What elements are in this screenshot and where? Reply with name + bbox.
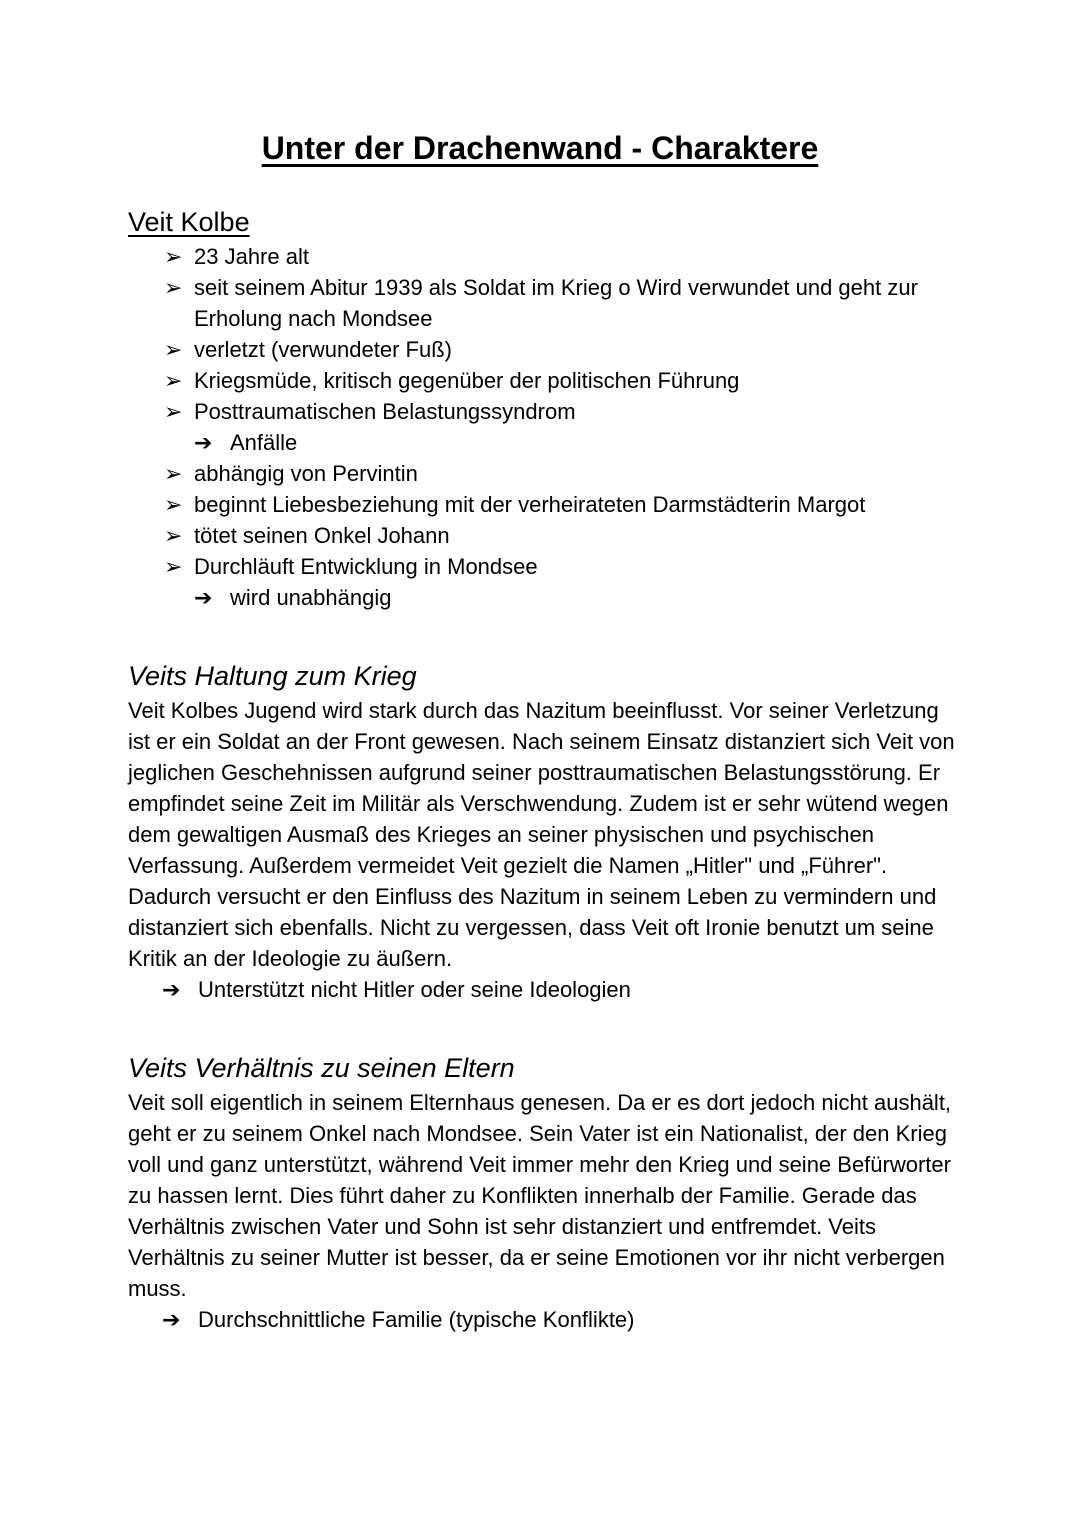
arrowhead-bullet-icon: ➢ (164, 461, 183, 486)
conclusion-eltern: ➔ Durchschnittliche Familie (typische Konflikte) (128, 1304, 958, 1335)
bold-right-arrow-icon: ➔ (194, 585, 213, 610)
document-body (128, 205, 958, 1335)
list-item: ➢ abhängig von Pervintin (164, 458, 958, 489)
arrowhead-bullet-icon: ➢ (164, 244, 183, 269)
arrowhead-bullet-icon: ➢ (164, 492, 183, 517)
sub-point: ➔ Anfälle (194, 427, 958, 458)
list-item: ➢ Posttraumatischen Belastungssyndrom ➔ Anfälle (164, 396, 958, 458)
page-title: Unter der Drachenwand - Charaktere (261, 130, 819, 166)
arrowhead-bullet-icon: ➢ (164, 337, 183, 362)
arrowhead-bullet-icon: ➢ (164, 554, 183, 579)
bold-right-arrow-icon: ➔ (194, 430, 213, 455)
section-heading-haltung-zum-krieg: Veits Haltung zum Krieg (128, 661, 417, 691)
sub-point: ➔ wird unabhängig (194, 582, 958, 613)
section-heading-verhaeltnis-eltern: Veits Verhältnis zu seinen Eltern (128, 1053, 515, 1083)
list-item: ➢ beginnt Liebesbeziehung mit der verheirateten Darmstädterin Margot (164, 489, 958, 520)
arrowhead-bullet-icon: ➢ (164, 523, 183, 548)
bold-right-arrow-icon: ➔ (162, 1307, 181, 1332)
list-item: ➢ seit seinem Abitur 1939 als Soldat im Krieg o Wird verwundet und geht zur Erholung nach Mondsee (164, 272, 958, 334)
bold-right-arrow-icon: ➔ (162, 977, 181, 1002)
arrowhead-bullet-icon: ➢ (164, 368, 183, 393)
conclusion-haltung: ➔ Unterstützt nicht Hitler oder seine Ideologien (128, 974, 958, 1005)
list-item: ➢ Kriegsmüde, kritisch gegenüber der politischen Führung (164, 365, 958, 396)
character-facts-list (128, 241, 958, 613)
section-heading-veit-kolbe: Veit Kolbe (128, 207, 250, 237)
list-item: ➢ Durchläuft Entwicklung in Mondsee ➔ wird unabhängig (164, 551, 958, 613)
list-item: ➢ tötet seinen Onkel Johann (164, 520, 958, 551)
list-item: ➢ 23 Jahre alt (164, 241, 958, 272)
list-item: ➢ verletzt (verwundeter Fuß) (164, 334, 958, 365)
paragraph-haltung: Veit Kolbes Jugend wird stark durch das Nazitum beeinflusst. Vor seiner Verletzung ist er ein Soldat an der Front gewesen. Nach seinem Einsatz distanziert sich Veit von jeglichen Geschehnissen aufgrund seiner posttraumatischen Belastungsstörung. Er empfindet seine Zeit im Militär als Verschwendung. Zudem ist er sehr wütend wegen dem gewaltigen Ausmaß des Krieges an seiner physischen und psychischen Verfassung. Außerdem vermeidet Veit gezielt die Namen „Hitler" und „Führer". Dadurch versucht er den Einfluss des Nazitum in seinem Leben zu vermindern und distanziert sich ebenfalls. Nicht zu vergessen, dass Veit oft Ironie benutzt um seine Kritik an der Ideologie zu äußern. (128, 698, 955, 971)
arrowhead-bullet-icon: ➢ (164, 275, 183, 300)
arrowhead-bullet-icon: ➢ (164, 399, 183, 424)
paragraph-eltern: Veit soll eigentlich in seinem Elternhaus genesen. Da er es dort jedoch nicht aushält, geht er zu seinem Onkel nach Mondsee. Sein Vater ist ein Nationalist, der den Krieg voll und ganz unterstützt, während Veit immer mehr den Krieg und seine Befürworter zu hassen lernt. Dies führt daher zu Konflikten innerhalb der Familie. Gerade das Verhältnis zwischen Vater und Sohn ist sehr distanziert und entfremdet. Veits Verhältnis zu seiner Mutter ist besser, da er seine Emotionen vor ihr nicht verbergen muss. (128, 1090, 952, 1301)
